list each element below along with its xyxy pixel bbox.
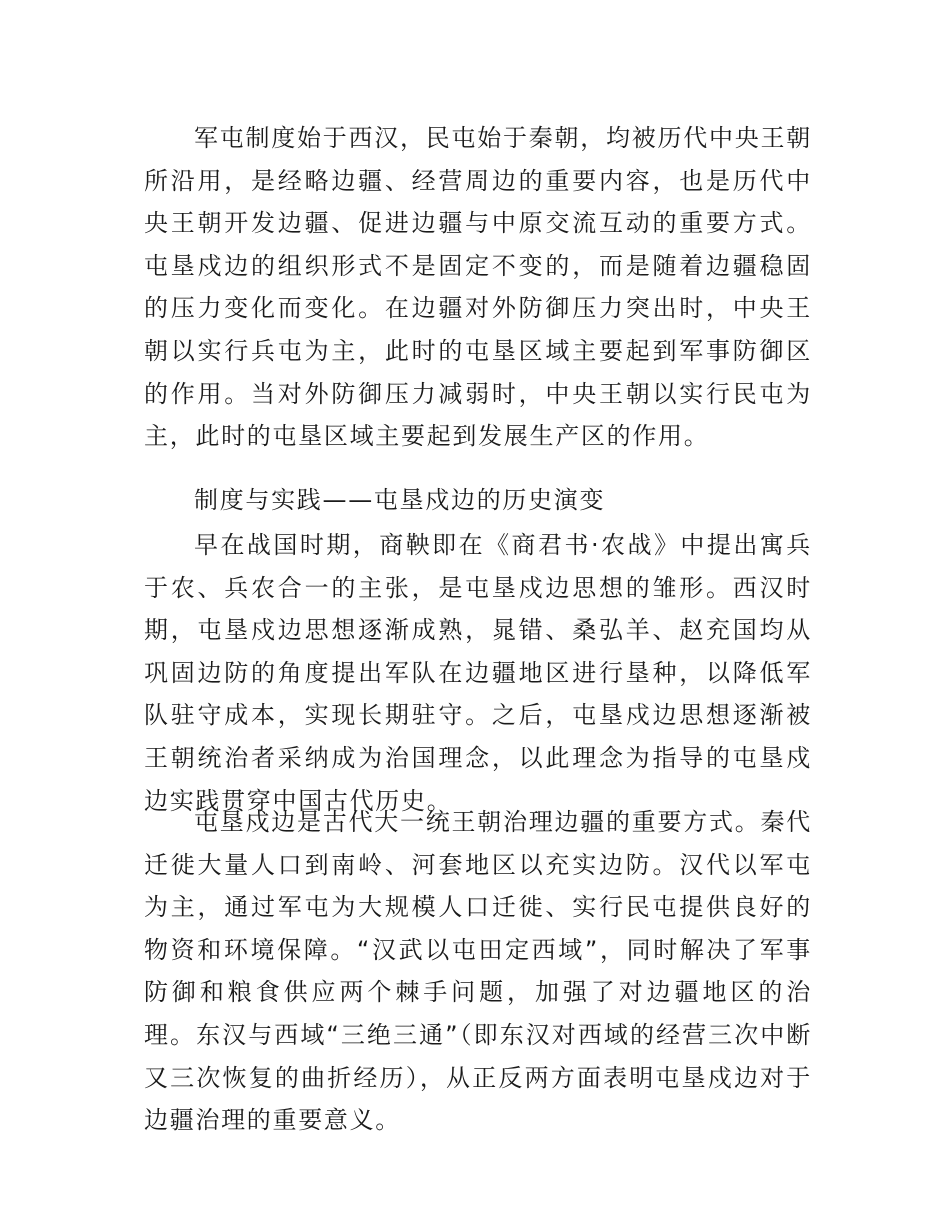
paragraph-intro: 军屯制度始于西汉，民屯始于秦朝，均被历代中央王朝所沿用，是经略边疆、经营周边的重要内容，也是历代中央王朝开发边疆、促进边疆与中原交流互动的重要方式。屯垦戍边的组织形式不是固定不变的，而是随着边疆稳固的压力变化而变化。在边疆对外防御压力突出时，中央王朝以实行兵屯为主，此时的屯垦区域主要起到军事防御区的作用。当对外防御压力减弱时，中央王朝以实行民屯为主，此时的屯垦区域主要起到发展生产区的作用。 <box>144 124 812 451</box>
paragraph-practice: 屯垦戍边是古代大一统王朝治理边疆的重要方式。秦代迁徙大量人口到南岭、河套地区以充实边防。汉代以军屯为主，通过军屯为大规模人口迁徙、实行民屯提供良好的物资和环境保障。“汉武以屯田定西域”，同时解决了军事防御和粮食供应两个棘手问题，加强了对边疆地区的治理。东汉与西域“三绝三通”（即东汉对西域的经营三次中断又三次恢复的曲折经历），从正反两方面表明屯垦戍边对于边疆治理的重要意义。 <box>144 808 812 1135</box>
paragraph-origin: 早在战国时期，商鞅即在《商君书·农战》中提出寓兵于农、兵农合一的主张，是屯垦戍边思想的雏形。西汉时期，屯垦戍边思想逐渐成熟，晁错、桑弘羊、赵充国均从巩固边防的角度提出军队在边疆地区进行垦种，以降低军队驻守成本，实现长期驻守。之后，屯垦戍边思想逐渐被王朝统治者采纳成为治国理念，以此理念为指导的屯垦戍边实践贯穿中国古代历史。 <box>144 531 812 815</box>
section-heading: 制度与实践——屯垦戍边的历史演变 <box>194 486 606 514</box>
